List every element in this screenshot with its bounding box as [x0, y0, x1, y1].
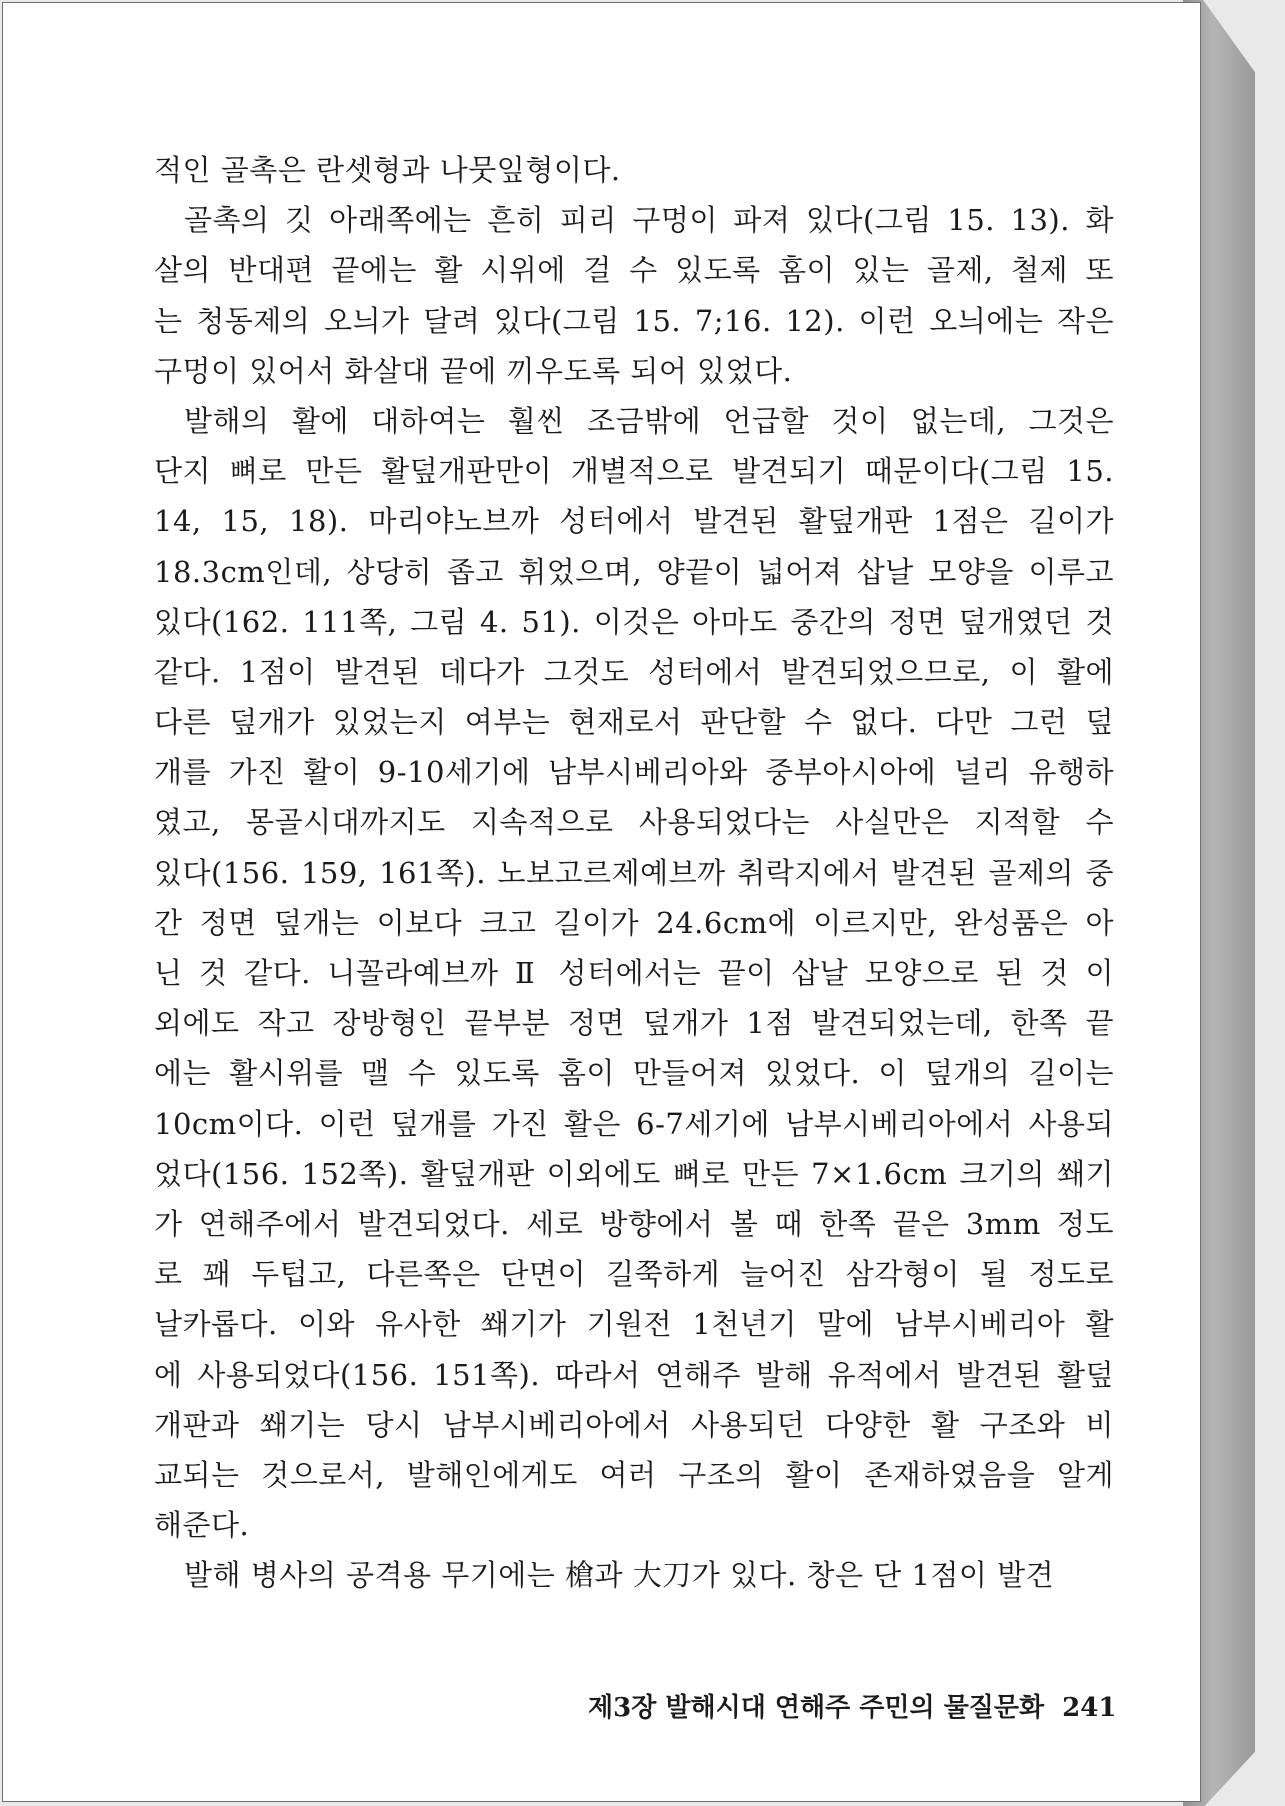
text-line: 10cm이다. 이런 덮개를 가진 활은 6-7세기에 남부시베리아에서 사용되	[154, 1106, 1114, 1141]
text-line: 외에도 작고 장방형인 끝부분 정면 덮개가 1점 발견되었는데, 한쪽 끝	[154, 1006, 1114, 1041]
chapter-title: 제3장 발해시대 연해주 주민의 물질문화	[588, 1693, 1045, 1723]
text-line: 교되는 것으로서, 발해인에게도 여러 구조의 활이 존재하였음을 알게	[154, 1457, 1114, 1492]
text-line: 였고, 몽골시대까지도 지속적으로 사용되었다는 사실만은 지적할 수	[154, 805, 1114, 840]
body-text	[154, 145, 1114, 1600]
page-number: 241	[1062, 1693, 1117, 1723]
text-line: 해준다.	[154, 1508, 250, 1543]
book-page	[2, 2, 1201, 1802]
text-line: 단지 뼈로 만든 활덮개판만이 개별적으로 발견되기 때문이다(그림 15.	[154, 454, 1114, 489]
text-line: 날카롭다. 이와 유사한 쐐기가 기원전 1천년기 말에 남부시베리아 활	[154, 1307, 1114, 1342]
text-line: 같다. 1점이 발견된 데다가 그것도 성터에서 발견되었으므로, 이 활에	[154, 654, 1114, 689]
text-line: 었다(156. 152쪽). 활덮개판 이외에도 뼈로 만든 7×1.6cm 크기의 쐐기	[154, 1156, 1114, 1191]
text-line: 개판과 쐐기는 당시 남부시베리아에서 사용되던 다양한 활 구조와 비	[154, 1407, 1114, 1442]
running-footer	[588, 1687, 1116, 1724]
text-line: 발해의 활에 대하여는 훨씬 조금밖에 언급할 것이 없는데, 그것은	[184, 403, 1114, 438]
text-line: 에는 활시위를 맬 수 있도록 홈이 만들어져 있었다. 이 덮개의 길이는	[154, 1056, 1114, 1091]
text-line: 구멍이 있어서 화살대 끝에 끼우도록 되어 있었다.	[154, 353, 793, 388]
text-line: 다른 덮개가 있었는지 여부는 현재로서 판단할 수 없다. 다만 그런 덮	[154, 705, 1114, 740]
text-line: 있다(156. 159, 161쪽). 노보고르제예브까 취락지에서 발견된 골제의 중	[154, 855, 1114, 890]
text-line: 18.3cm인데, 상당히 좁고 휘었으며, 양끝이 넓어져 삽날 모양을 이루고	[154, 554, 1114, 589]
text-line: 있다(162. 111쪽, 그림 4. 51). 이것은 아마도 중간의 정면 덮개였던 것	[154, 604, 1114, 639]
text-line: 에 사용되었다(156. 151쪽). 따라서 연해주 발해 유적에서 발견된 활덮	[154, 1357, 1114, 1392]
text-line: 닌 것 같다. 니꼴라예브까 Ⅱ 성터에서는 끝이 삽날 모양으로 된 것 이	[154, 956, 1114, 990]
text-line: 는 청동제의 오늬가 달려 있다(그림 15. 7;16. 12). 이런 오늬에는 작은	[154, 303, 1114, 338]
text-line: 발해 병사의 공격용 무기에는 槍과 大刀가 있다. 창은 단 1점이 발견	[184, 1558, 1055, 1593]
text-line: 개를 가진 활이 9-10세기에 남부시베리아와 중부아시아에 널리 유행하	[154, 755, 1114, 790]
text-line: 로 꽤 두텁고, 다른쪽은 단면이 길쭉하게 늘어진 삼각형이 될 정도로	[154, 1257, 1114, 1292]
text-line: 간 정면 덮개는 이보다 크고 길이가 24.6cm에 이르지만, 완성품은 아	[154, 905, 1114, 940]
text-line: 골촉의 깃 아래쪽에는 흔히 피리 구멍이 파져 있다(그림 15. 13). 화	[184, 203, 1114, 238]
text-line: 적인 골촉은 란셋형과 나뭇잎형이다.	[154, 153, 621, 187]
text-line: 살의 반대편 끝에는 활 시위에 걸 수 있도록 홈이 있는 골제, 철제 또	[154, 253, 1114, 288]
text-line: 가 연해주에서 발견되었다. 세로 방향에서 볼 때 한쪽 끝은 3mm 정도	[154, 1206, 1114, 1241]
text-line: 14, 15, 18). 마리야노브까 성터에서 발견된 활덮개판 1점은 길이가	[154, 504, 1114, 539]
